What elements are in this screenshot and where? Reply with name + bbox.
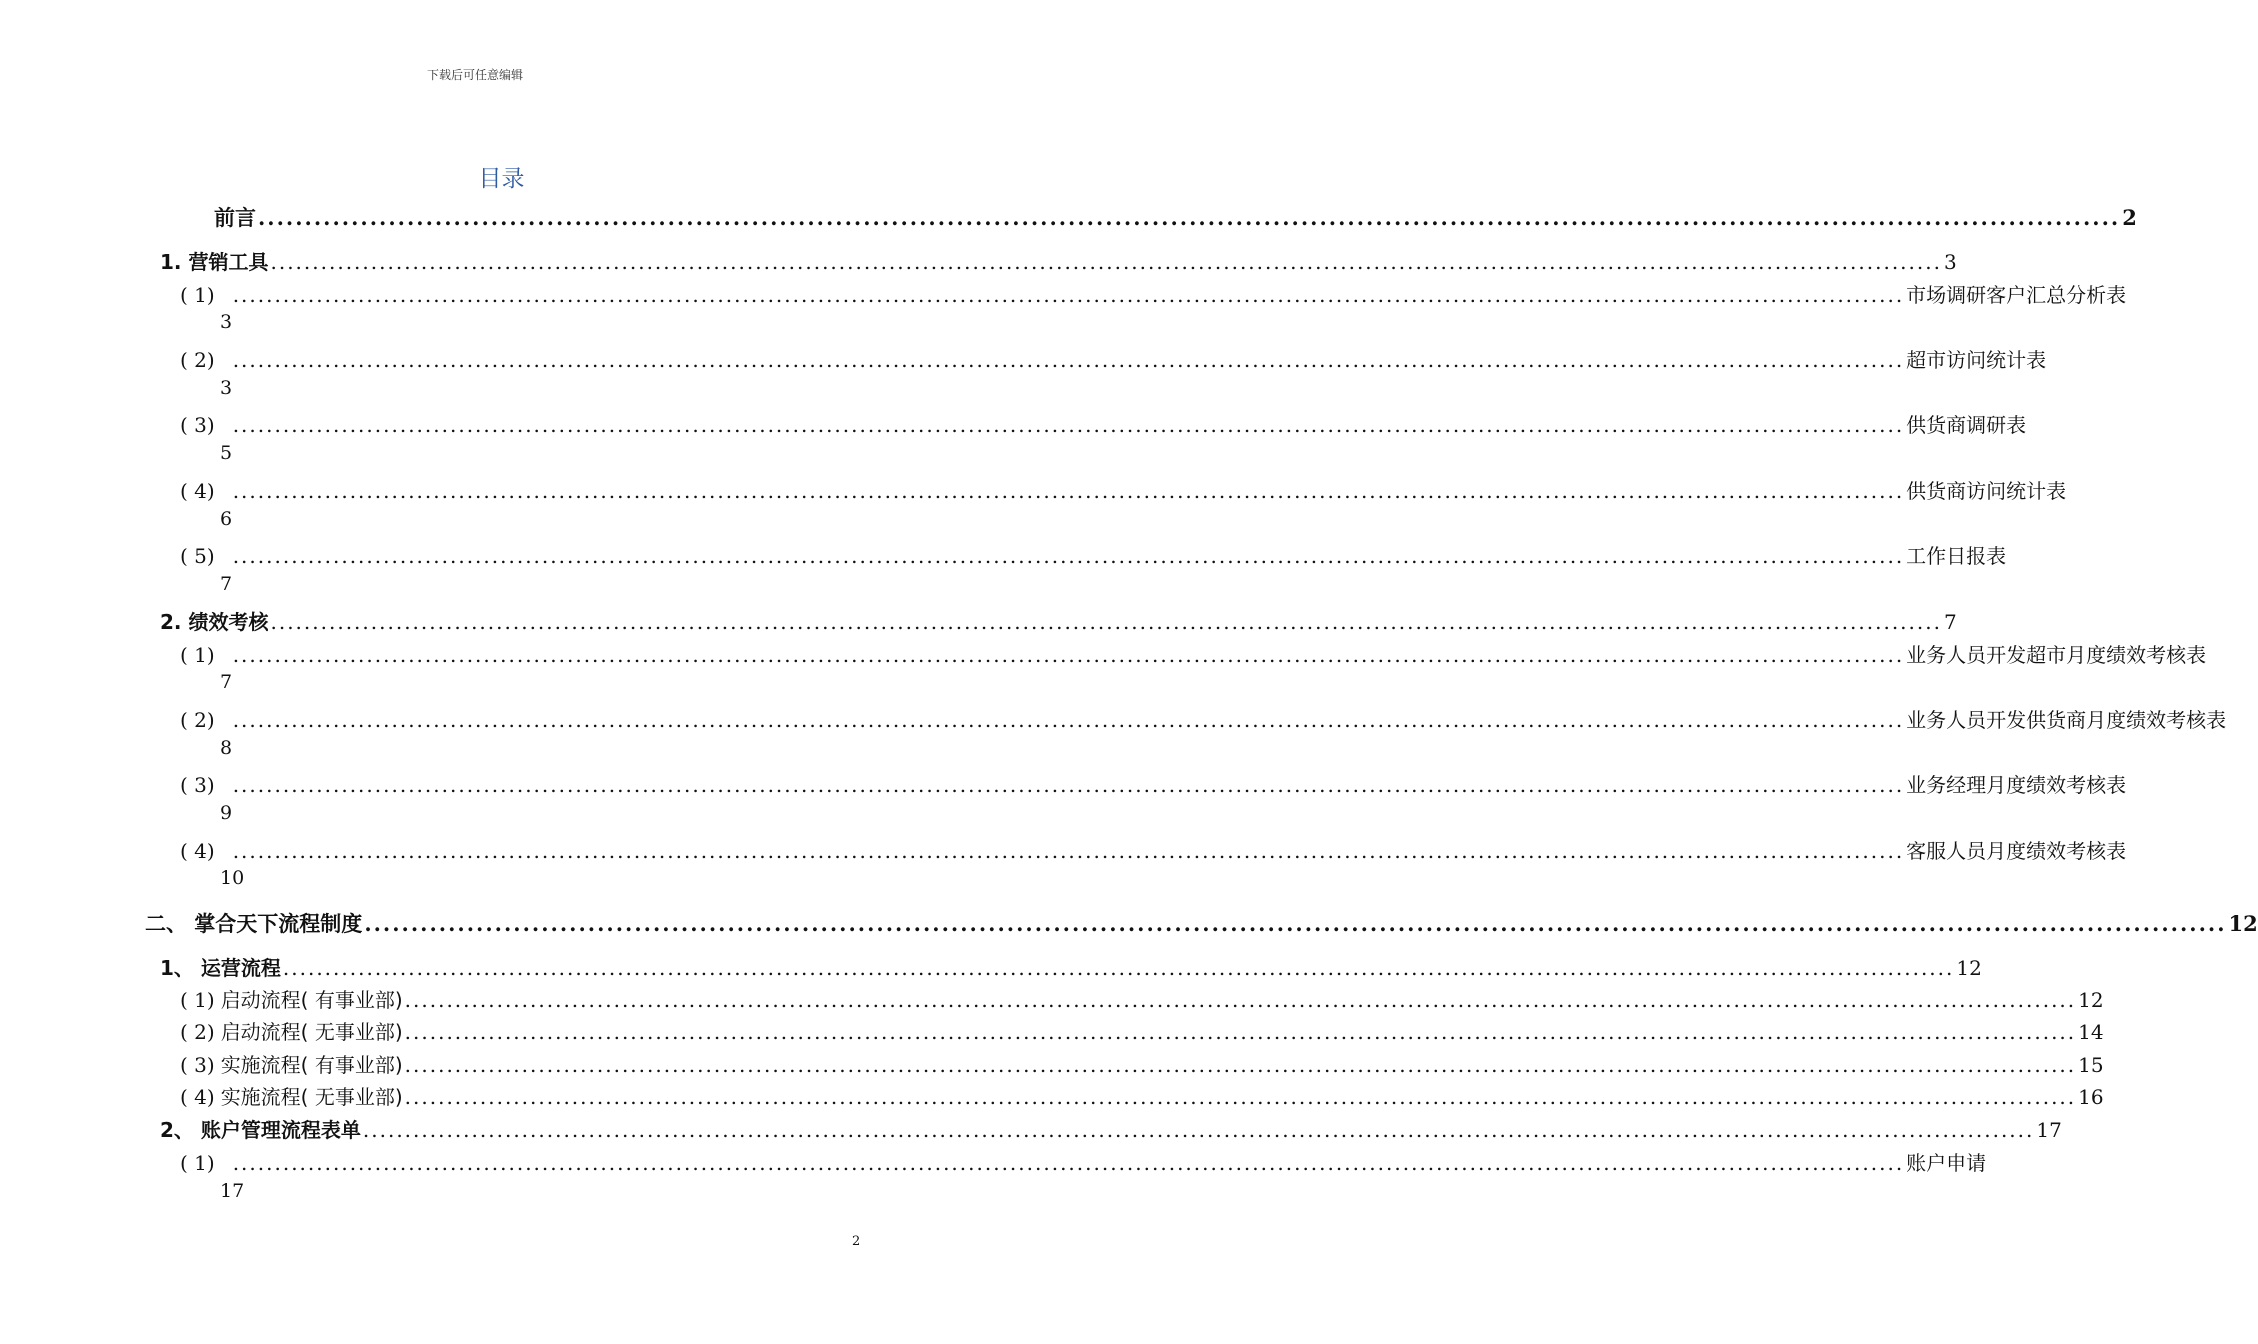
leader-dots: ........................................................................................................................................................................................................ bbox=[404, 1053, 2077, 1077]
toc-entry-sub[interactable] bbox=[180, 1016, 2104, 1045]
toc-entry-page: 8 bbox=[220, 737, 233, 759]
toc-entry-label: 供货商访问统计表 bbox=[1906, 479, 2067, 503]
toc-entry-sub[interactable] bbox=[180, 1081, 2104, 1110]
toc-entry-sub[interactable] bbox=[180, 835, 2127, 864]
toc-entry-number: ( 1) bbox=[180, 1151, 215, 1175]
toc-entry-page: 17 bbox=[220, 1180, 245, 1202]
toc-entry-label: 客服人员月度绩效考核表 bbox=[1906, 839, 2127, 863]
toc-entry-page: 7 bbox=[220, 671, 233, 693]
toc-entry-label: 业务人员开发供货商月度绩效考核表 bbox=[1906, 708, 2227, 732]
toc-entry-process-system[interactable] bbox=[145, 908, 2258, 938]
toc-entry-sub[interactable] bbox=[180, 279, 2127, 308]
toc-entry-page: 3 bbox=[220, 311, 233, 333]
leader-dots: ........................................................................................................................................................................................................ bbox=[232, 1151, 1905, 1175]
toc-entry-label: 超市访问统计表 bbox=[1906, 348, 2047, 372]
toc-entry-performance[interactable] bbox=[160, 606, 1957, 635]
toc-entry-number: ( 4) bbox=[180, 1085, 215, 1109]
toc-entry-preface[interactable] bbox=[214, 202, 2137, 232]
toc-entry-sub[interactable] bbox=[180, 475, 2067, 504]
leader-dots: ........................................................................................................................................................................................................ bbox=[404, 988, 2077, 1012]
toc-entry-label: 账户申请 bbox=[1906, 1151, 1987, 1175]
leader-dots: ........................................................................................................................................................................................................ bbox=[232, 544, 1905, 568]
leader-dots: ........................................................................................................................................................................................................ bbox=[364, 911, 2227, 936]
leader-dots: ........................................................................................................................................................................................................ bbox=[282, 956, 1955, 980]
toc-entry-label: 工作日报表 bbox=[1906, 544, 2007, 568]
toc-entry-sub[interactable] bbox=[180, 769, 2127, 798]
toc-entry-label: 市场调研客户汇总分析表 bbox=[1906, 283, 2127, 307]
toc-entry-page: 15 bbox=[2078, 1053, 2104, 1077]
toc-entry-label: 前言 bbox=[214, 206, 256, 230]
toc-entry-page: 7 bbox=[220, 573, 233, 595]
toc-entry-sub[interactable] bbox=[180, 1147, 1987, 1176]
toc-entry-page: 14 bbox=[2078, 1020, 2104, 1044]
toc-entry-label: 1. 营销工具 bbox=[160, 250, 269, 274]
toc-entry-sub[interactable] bbox=[180, 984, 2104, 1013]
toc-entry-sub[interactable] bbox=[180, 639, 2207, 668]
leader-dots: ........................................................................................................................................................................................................ bbox=[404, 1085, 2077, 1109]
toc-entry-label: 业务人员开发超市月度绩效考核表 bbox=[1906, 643, 2207, 667]
toc-entry-marketing-tools[interactable] bbox=[160, 246, 1957, 275]
toc-entry-label: 2、 账户管理流程表单 bbox=[160, 1118, 361, 1142]
toc-entry-number: ( 3) bbox=[180, 773, 215, 797]
toc-entry-sub[interactable] bbox=[180, 409, 2027, 438]
toc-entry-page: 7 bbox=[1943, 610, 1957, 634]
toc-entry-number: ( 5) bbox=[180, 544, 215, 568]
toc-entry-page: 12 bbox=[1956, 956, 1982, 980]
toc-entry-page: 10 bbox=[220, 867, 245, 889]
toc-entry-number: ( 1) bbox=[180, 643, 215, 667]
toc-entry-number: ( 2) bbox=[180, 1020, 215, 1044]
toc-entry-label: 启动流程( 无事业部) bbox=[220, 1020, 403, 1044]
toc-entry-number: ( 1) bbox=[180, 988, 215, 1012]
toc-entry-page: 9 bbox=[220, 802, 233, 824]
toc-entry-page: 2 bbox=[2122, 205, 2137, 230]
page-number: 2 bbox=[852, 1234, 861, 1249]
toc-entry-operations[interactable] bbox=[160, 952, 1982, 981]
toc-entry-page: 5 bbox=[220, 442, 233, 464]
leader-dots: ........................................................................................................................................................................................................ bbox=[232, 773, 1905, 797]
toc-entry-number: ( 2) bbox=[180, 348, 215, 372]
toc-entry-label: 实施流程( 无事业部) bbox=[220, 1085, 403, 1109]
leader-dots: ........................................................................................................................................................................................................ bbox=[362, 1118, 2035, 1142]
leader-dots: ........................................................................................................................................................................................................ bbox=[232, 708, 1905, 732]
toc-entry-sub[interactable] bbox=[180, 540, 2007, 569]
leader-dots: ........................................................................................................................................................................................................ bbox=[232, 413, 1905, 437]
leader-dots: ........................................................................................................................................................................................................ bbox=[232, 643, 1905, 667]
toc-entry-page: 3 bbox=[220, 377, 233, 399]
toc-entry-number: ( 4) bbox=[180, 839, 215, 863]
toc-entry-page: 3 bbox=[1943, 250, 1957, 274]
toc-entry-sub[interactable] bbox=[180, 704, 2227, 733]
toc-entry-account-management[interactable] bbox=[160, 1114, 2062, 1143]
leader-dots: ........................................................................................................................................................................................................ bbox=[270, 250, 1942, 274]
leader-dots: ........................................................................................................................................................................................................ bbox=[404, 1020, 2077, 1044]
leader-dots: ........................................................................................................................................................................................................ bbox=[270, 610, 1942, 634]
toc-entry-page: 6 bbox=[220, 508, 233, 530]
toc-entry-page: 12 bbox=[2078, 988, 2104, 1012]
toc-entry-page: 16 bbox=[2078, 1085, 2104, 1109]
toc-entry-label: 2. 绩效考核 bbox=[160, 610, 269, 634]
toc-title: 目录 bbox=[478, 166, 525, 192]
toc-entry-number: ( 3) bbox=[180, 413, 215, 437]
page-header: 下载后可任意编辑 bbox=[426, 68, 523, 82]
toc-entry-label: 实施流程( 有事业部) bbox=[220, 1053, 403, 1077]
toc-entry-number: ( 4) bbox=[180, 479, 215, 503]
toc-entry-sub[interactable] bbox=[180, 1049, 2104, 1078]
leader-dots: ........................................................................................................................................................................................................ bbox=[232, 839, 1905, 863]
toc-entry-label: 供货商调研表 bbox=[1906, 413, 2027, 437]
toc-entry-sub[interactable] bbox=[180, 344, 2047, 373]
toc-entry-label: 启动流程( 有事业部) bbox=[220, 988, 403, 1012]
toc-entry-label: 业务经理月度绩效考核表 bbox=[1906, 773, 2127, 797]
toc-entry-number: ( 2) bbox=[180, 708, 215, 732]
toc-entry-page: 17 bbox=[2036, 1118, 2062, 1142]
leader-dots: ........................................................................................................................................................................................................ bbox=[232, 283, 1905, 307]
leader-dots: ........................................................................................................................................................................................................ bbox=[232, 479, 1905, 503]
toc-entry-label: 1、 运营流程 bbox=[160, 956, 281, 980]
leader-dots: ........................................................................................................................................................................................................ bbox=[232, 348, 1905, 372]
toc-entry-number: ( 3) bbox=[180, 1053, 215, 1077]
toc-entry-page: 12 bbox=[2228, 911, 2258, 936]
toc-entry-number: ( 1) bbox=[180, 283, 215, 307]
toc-entry-label: 二、 掌合天下流程制度 bbox=[145, 912, 363, 936]
leader-dots: ........................................................................................................................................................................................................ bbox=[258, 205, 2121, 230]
